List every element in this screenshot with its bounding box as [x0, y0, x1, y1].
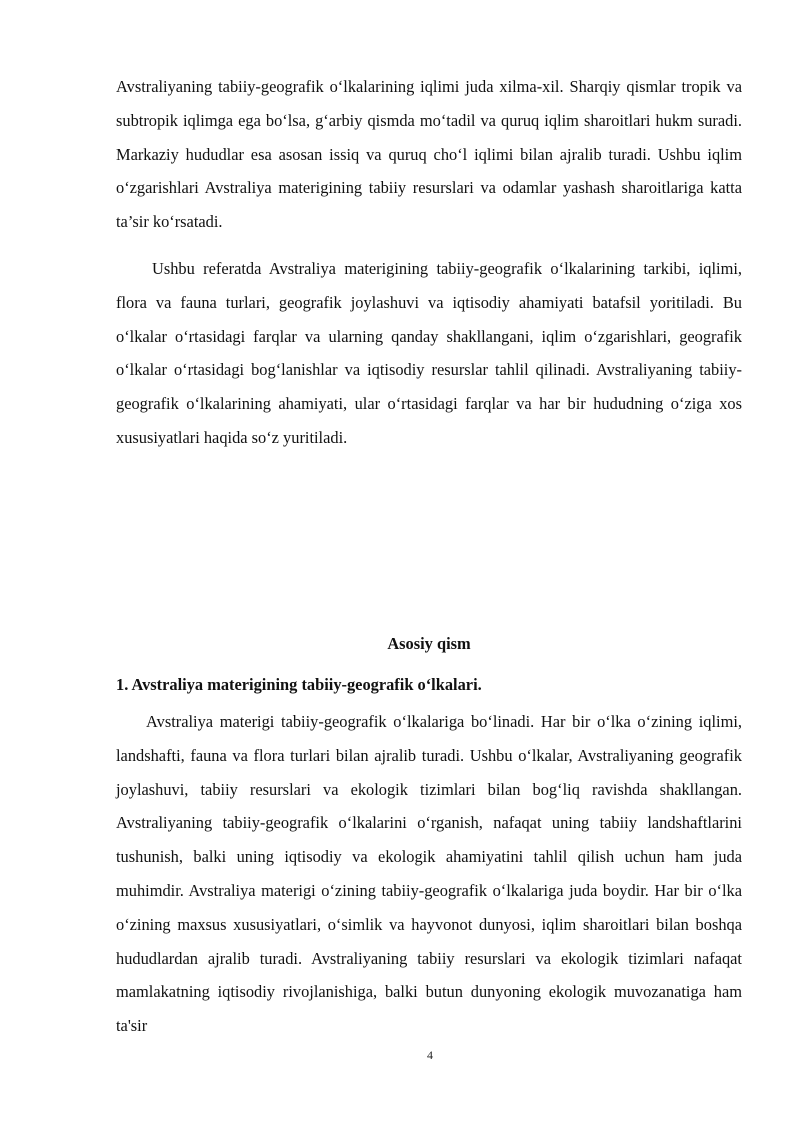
main-heading: Asosiy qism [387, 634, 471, 653]
intro-paragraph-climate: Avstraliyaning tabiiy-geografik o‘lkalarining iqlimi juda xilma-xil. Sharqiy qismlar tropik va subtropik iqlimga ega bo‘lsa, g‘arbiy qismda mo‘tadil va quruq iqlim sharoitlari hukm suradi. Markaziy hududlar esa asosan issiq va quruq cho‘l iqlimi bilan ajralib turadi. Ushbu iqlim o‘zgarishlari Avstraliya materigining tabiiy resurslari va odamlar yashash sharoitlariga katta ta’sir ko‘rsatadi. [116, 77, 742, 232]
section-title: 1. Avstraliya materigining tabiiy-geografik o‘lkalari. [116, 675, 482, 694]
page-number: 4 [427, 1048, 433, 1062]
section-paragraph: Avstraliya materigi tabiiy-geografik o‘lkalariga bo‘linadi. Har bir o‘lka o‘zining iqlimi, landshafti, fauna va flora turlari bilan ajralib turadi. Ushbu o‘lkalar, Avstraliyaning geografik joylashuvi, tabiiy resurslari va ekologik tizimlari bilan bog‘liq ravishda shakllangan. Avstraliyaning tabiiy-geografik o‘lkalarini o‘rganish, nafaqat uning tabiiy landshaftlarini tushunish, balki uning iqtisodiy va ekologik ahamiyatini tahlil qilish uchun ham juda muhimdir. Avstraliya materigi o‘zining tabiiy-geografik o‘lkalariga juda boydir. Har bir o‘lka o‘zining maxsus xususiyatlari, o‘simlik va hayvonot dunyosi, iqlim sharoitlari bilan boshqa hududlardan ajralib turadi. Avstraliyaning tabiiy resurslari va ekologik tizimlari nafaqat mamlakatning iqtisodiy rivojlanishiga, balki butun dunyoning ekologik muvozanatiga ham ta'sir [116, 712, 742, 1036]
intro-paragraph-overview: Ushbu referatda Avstraliya materigining tabiiy-geografik o‘lkalarining tarkibi, iqlimi, flora va fauna turlari, geografik joylashuvi va iqtisodiy ahamiyati batafsil yoritiladi. Bu o‘lkalar o‘rtasidagi farqlar va ularning qanday shakllangani, iqlim o‘zgarishlari, geografik o‘lkalar o‘rtasidagi bog‘lanishlar va iqtisodiy resurslar tahlil qilinadi. Avstraliyaning tabiiy-geografik o‘lkalarining ahamiyati, ular o‘rtasidagi farqlar va har bir hududning o‘ziga xos xususiyatlari haqida so‘z yuritiladi. [116, 259, 742, 447]
